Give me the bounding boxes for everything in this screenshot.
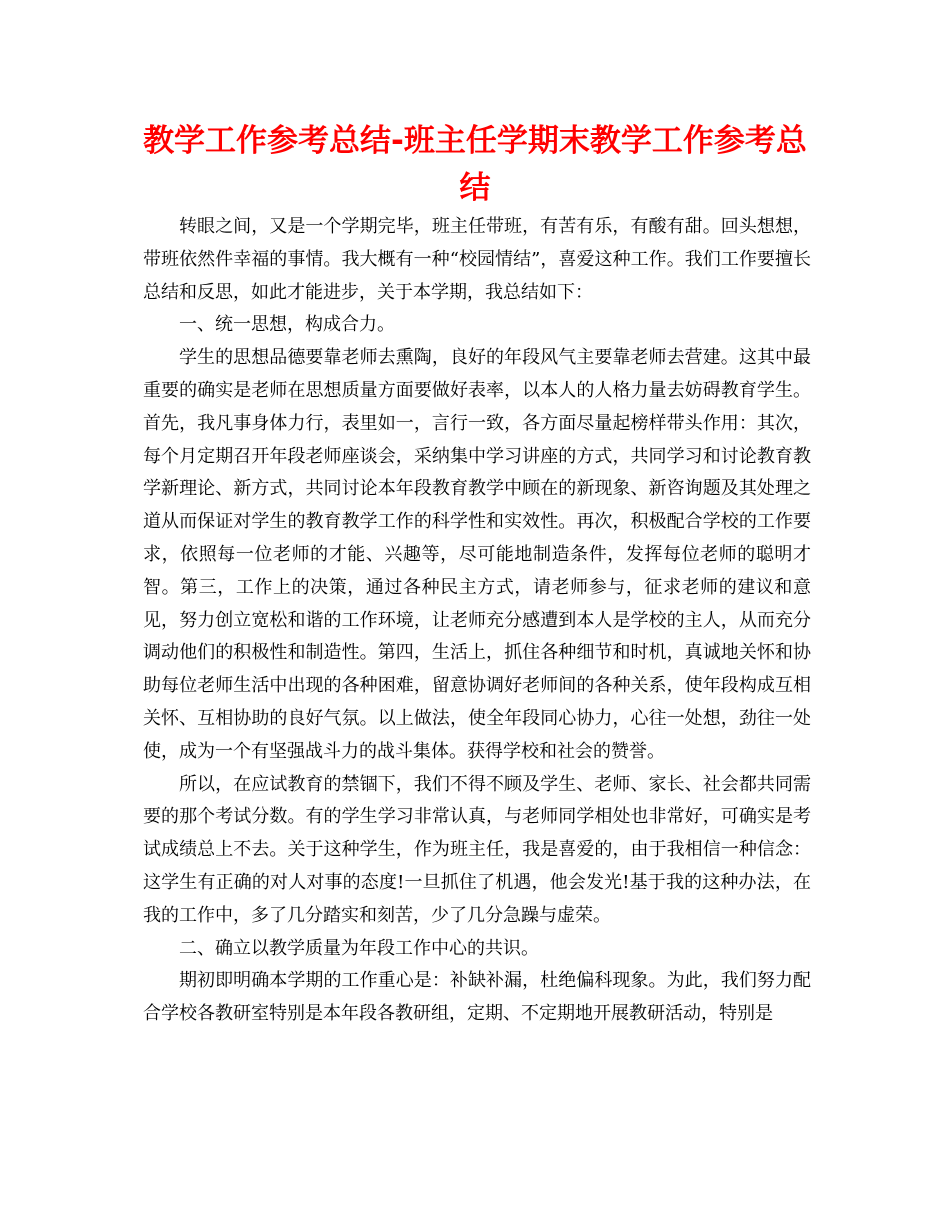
heading-section-2: 二、确立以教学质量为年段工作中心的共识。 [179, 937, 539, 959]
document-body [143, 211, 811, 1031]
paragraph-section-1-exam: 所以，在应试教育的禁锢下，我们不得不顾及学生、老师、家长、社会都共同需要的那个考试分数。有的学生学习非常认真，与老师同学相处也非常好，可确实是考试成绩总上不去。关于这种学生，作为班主任，我是喜爱的，由于我相信一种信念：这学生有正确的对人对事的态度!一旦抓住了机遇，他会发光!基于我的这种办法，在我的工作中，多了几分踏实和刻苦，少了几分急躁与虚荣。 [143, 773, 811, 926]
document-title: 教学工作参考总结-班主任学期末教学工作参考总结 [143, 123, 807, 206]
paragraph-intro: 转眼之间，又是一个学期完毕，班主任带班，有苦有乐，有酸有甜。回头想想，带班依然件幸福的事情。我大概有一种“校园情结”，喜爱这种工作。我们工作要擅长总结和反思，如此才能进步，关于本学期，我总结如下： [143, 216, 811, 303]
paragraph-section-1-body: 学生的思想品德要靠老师去熏陶，良好的年段风气主要靠老师去营建。这其中最重要的确实是老师在思想质量方面要做好表率，以本人的人格力量去妨碍教育学生。首先，我凡事身体力行，表里如一，言行一致，各方面尽量起榜样带头作用：其次，每个月定期召开年段老师座谈会，采纳集中学习讲座的方式，共同学习和讨论教育教学新理论、新方式，共同讨论本年段教育教学中顾在的新现象、新咨询题及其处理之道从而保证对学生的教育教学工作的科学性和实效性。再次，积极配合学校的工作要求，依照每一位老师的才能、兴趣等，尽可能地制造条件，发挥每位老师的聪明才智。第三，工作上的决策，通过各种民主方式，请老师参与，征求老师的建议和意见，努力创立宽松和谐的工作环境，让老师充分感遭到本人是学校的主人，从而充分调动他们的积极性和制造性。第四，生活上，抓住各种细节和时机，真诚地关怀和协助每位老师生活中出现的各种困难，留意协调好老师间的各种关系，使年段构成互相关怀、互相协助的良好气氛。以上做法，使全年段同心协力，心往一处想，劲往一处使，成为一个有坚强战斗力的战斗集体。获得学校和社会的赞誉。 [143, 347, 811, 762]
heading-section-1: 一、统一思想，构成合力。 [179, 314, 395, 336]
paragraph-section-2-body: 期初即明确本学期的工作重心是：补缺补漏，杜绝偏科现象。为此，我们努力配合学校各教研室特别是本年段各教研组，定期、不定期地开展教研活动，特别是 [143, 970, 811, 1025]
